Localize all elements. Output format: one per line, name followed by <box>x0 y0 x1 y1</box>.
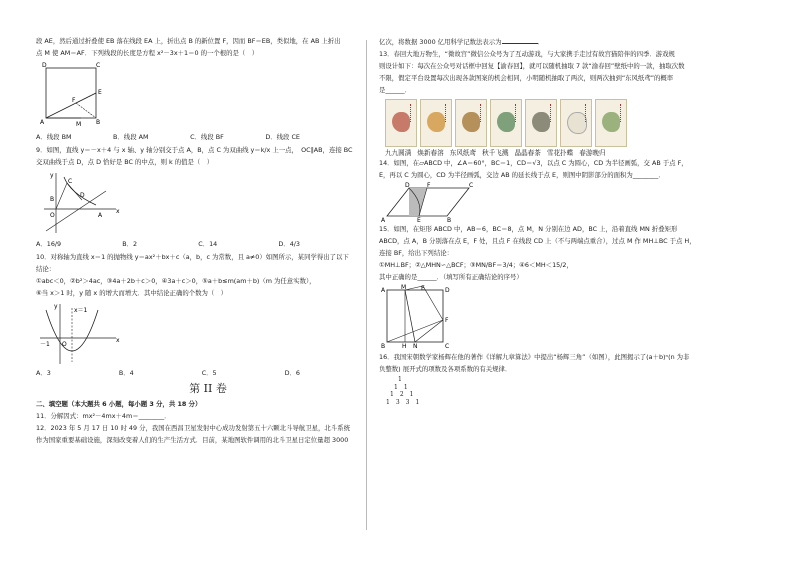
q14-text-line1: 14．如图，在▱ABCD 中，∠A＝60°，BC＝1，CD＝√3，以点 C 为圆心，CD 为半径画弧，交 AB 于点 F， <box>379 159 688 167</box>
q10-option-a[interactable]: A．3 <box>36 369 51 377</box>
q15-label-f: F <box>445 317 449 324</box>
wallpaper-card-5 <box>525 99 557 147</box>
section-heading: 二、填空题（本大题共 6 小题，每小题 3 分，共 18 分） <box>36 400 202 408</box>
q9-label-a: A <box>98 212 103 219</box>
q14-label-a: A <box>381 217 386 222</box>
left-column <box>36 36 380 447</box>
q15-label-a: A <box>381 287 386 294</box>
triangle-row-4: 1 3 3 1 <box>386 398 420 406</box>
q14-label-e: E <box>417 217 421 222</box>
q10-options <box>36 368 380 378</box>
q15-figure <box>379 284 469 350</box>
q9-label-b: B <box>50 196 55 203</box>
q9-option-c[interactable]: C．14 <box>198 240 218 248</box>
q8-label-f: F <box>72 97 76 104</box>
q13-text-line2: 则设计如下：每次在公众号对话框中回复【渝春回】，就可以随机抽取 7 款“渝春回”壁纸中的一款，抽取次数 <box>379 62 685 70</box>
q11-text: 11．分解因式：mx²－4mx＋4m＝________． <box>36 412 171 420</box>
wallpaper-card-4 <box>490 99 522 147</box>
q15-label-b: B <box>381 343 386 350</box>
q15-label-d: D <box>445 287 450 294</box>
cat-icon <box>427 112 445 132</box>
wallpaper-card-3 <box>455 99 487 147</box>
q9-option-a[interactable]: A．16/9 <box>36 240 62 248</box>
wallpaper-card-1 <box>385 99 417 147</box>
q9-figure <box>36 169 126 237</box>
q15-text-line5: 其中正确的是______．（填写所有正确结论的序号） <box>379 273 523 281</box>
triangle-row-3: 1 2 1 <box>390 391 414 398</box>
q14-label-b: B <box>447 217 452 222</box>
q10-option-b[interactable]: B．4 <box>118 369 134 377</box>
q12-text-line2: 作为国家重要基础设施，深刻改变着人们的生产生活方式．目前，某地图软件调用的北斗卫星日定位量超 3000 <box>36 436 349 444</box>
q8-figure <box>36 60 136 130</box>
q15-label-h: H <box>402 343 407 350</box>
q10-text-line2: 结论： <box>36 265 56 273</box>
wallpaper-card-2 <box>420 99 452 147</box>
q14-label-d: D <box>405 182 410 189</box>
q8-option-d[interactable]: D．线段 CE <box>265 133 300 141</box>
q8-label-m: M <box>76 121 82 128</box>
q10-label-y: y <box>54 303 58 310</box>
q10-label-x: x <box>116 337 120 344</box>
q9-options <box>36 239 380 249</box>
q10-option-d[interactable]: D．6 <box>284 369 300 377</box>
part-title: 第 II 卷 <box>189 382 227 395</box>
q15-label-c: C <box>445 343 450 350</box>
q8-label-c: C <box>96 62 101 69</box>
wallpaper-label-3: 东风纸鸢 <box>449 149 477 157</box>
q15-label-n: N <box>413 343 418 350</box>
q9-label-y: y <box>50 172 54 179</box>
triangle-row-1: 1 <box>398 376 402 383</box>
triangle-row-2: 1 1 <box>394 383 408 391</box>
wallpaper-cards <box>385 99 723 147</box>
q10-label-o: O <box>62 341 67 348</box>
plum-blossom-icon <box>392 112 410 132</box>
q13-text-line3: 不限，假定平台设置每次出现各款图案的机会相同，小明随机抽取了两次，则两次抽到“东风纸鸢”的概率 <box>379 74 674 82</box>
q8-label-b: B <box>96 119 101 126</box>
wallpaper-label-5: 晶晶春茶 <box>514 149 541 157</box>
goose-icon <box>567 112 587 134</box>
q8-option-b[interactable]: B．线段 AM <box>113 133 149 141</box>
q9-option-d[interactable]: D．4/3 <box>278 240 300 248</box>
wallpaper-label-4: 秋千飞溅 <box>482 149 509 157</box>
q13-text-line4: 是______． <box>379 86 411 94</box>
q15-text-line4: ①MH⊥BF；②△MHN∽△BCF；③MN/BF＝3/4；④6＜MH＜15/2， <box>379 261 573 269</box>
q14-label-c: C <box>469 182 474 189</box>
q8-option-c[interactable]: C．线段 BF <box>190 133 224 141</box>
q8-label-a: A <box>40 119 45 126</box>
q15-label-e: E <box>421 285 425 292</box>
q8-label-d: D <box>42 62 47 69</box>
q9-label-o: O <box>50 212 55 219</box>
q9-text-line1: 9．如图，直线 y＝－x＋4 与 x 轴、y 轴分别交于点 A，B，点 C 为双曲线 y＝k/x 上一点， OC∥AB，连接 BC <box>36 146 353 154</box>
q9-label-c: C <box>68 178 73 185</box>
q12-text-line1: 12．2023 年 5 月 17 日 10 时 49 分，我国在西昌卫星发射中心成功发射第五十六颗北斗导航卫星，北斗系统 <box>36 424 350 432</box>
wallpaper-label-1: 九九圆满 <box>385 149 412 157</box>
q10-label-axis: x＝1 <box>74 307 88 314</box>
q16-text-line1: 16．我国宋朝数学家杨辉在他的著作《详解九章算法》中提出“杨辉三角”（如图），此图揭示了(a＋b)ⁿ(n 为非 <box>379 353 690 361</box>
q14-figure <box>379 182 479 222</box>
q12-answer-blank[interactable] <box>502 36 538 44</box>
wallpaper-label-6: 雪花扑蝶 <box>546 149 574 157</box>
wallpaper-label-2: 焕新春溶 <box>417 149 444 157</box>
q8-label-e: E <box>98 89 102 96</box>
willow-icon <box>602 112 620 132</box>
q10-text-line4: ⑥当 x＞1 时，y 随 x 的增大而增大．其中结论正确的个数为（ ） <box>36 289 228 297</box>
q12-cont-label: 亿次，将数据 3000 亿用科学记数法表示为 <box>379 38 502 46</box>
q9-option-b[interactable]: B．2 <box>122 240 138 248</box>
q8-options <box>36 132 380 142</box>
q16-text-line2: 负整数) 展开式的项数及各项系数的有关规律． <box>379 365 512 373</box>
q15-text-line1: 15．如图，在矩形 ABCD 中，AB＝6，BC＝8，点 M，N 分别在边 AD，BC 上，沿着直线 MN 折叠矩形 <box>379 225 678 233</box>
q10-text-line1: 10．对称轴为直线 x＝1 的抛物线 y＝ax²＋bx＋c（a，b，c 为常数，且 a≠0）如图所示，某同学得出了以下 <box>36 253 349 261</box>
swing-icon <box>497 112 515 132</box>
q14-text-line2: E，再以 C 为圆心，CD 为半径画弧，交边 AB 的延长线于点 E，则图中阴影部分的面积为________． <box>379 171 665 179</box>
q10-figure <box>36 300 126 366</box>
wallpaper-card-7 <box>595 99 627 147</box>
wallpaper-label-7: 春游晚归 <box>579 149 606 157</box>
q8-text-line1: 段 AE，然后通过折叠使 EB 落在线段 EA 上，折出点 B 的新位置 F，因而 BF＝EB，类似地，在 AB 上折出 <box>36 37 341 45</box>
q9-text-line2: 交双曲线于点 D，点 D 恰好是 BC 的中点，则 k 的值是（ ） <box>36 158 214 166</box>
q10-option-c[interactable]: C．5 <box>201 369 217 377</box>
q15-label-m: M <box>401 284 407 291</box>
q10-text-line3: ①abc＜0，②b²＞4ac，③4a＋2b＋c＞0，④3a＋c＞0，⑤a＋b≤m(am＋b)（m 为任意实数）， <box>36 277 316 285</box>
kite-icon <box>462 112 480 132</box>
wallpaper-card-6 <box>560 99 592 147</box>
q8-option-a[interactable]: A．线段 BM <box>36 133 72 141</box>
q15-text-line3: 连接 BF，给出下列结论： <box>379 249 453 257</box>
tea-icon <box>532 112 550 132</box>
q12-text-cont: 亿次，将数据 3000 亿用科学记数法表示为 ． <box>379 38 544 46</box>
q15-text-line2: ABCD，点 A，B 分别落在点 E，F 处，且点 F 在线段 CD 上（不与两端点重合），过点 M 作 MH⊥BC 于点 H， <box>379 237 696 245</box>
q9-label-d: D <box>80 192 85 199</box>
right-column <box>379 36 723 406</box>
q14-label-f: F <box>427 182 431 189</box>
q13-text-line1: 13．春回大地万物生，“微故宫”微信公众号为了互动游戏，与大家携手走过有故宫猫陪伴的四季．游戏规 <box>379 50 675 58</box>
wallpaper-labels <box>385 148 723 158</box>
yang-hui-triangle <box>385 376 723 406</box>
q10-label-minus1: －1 <box>40 341 50 348</box>
q9-label-x: x <box>116 208 120 215</box>
q8-text-line2: 点 M 使 AM＝AF．下列线段的长度是方程 x²－3x＋1＝0 的一个根的是（ ） <box>36 49 259 57</box>
